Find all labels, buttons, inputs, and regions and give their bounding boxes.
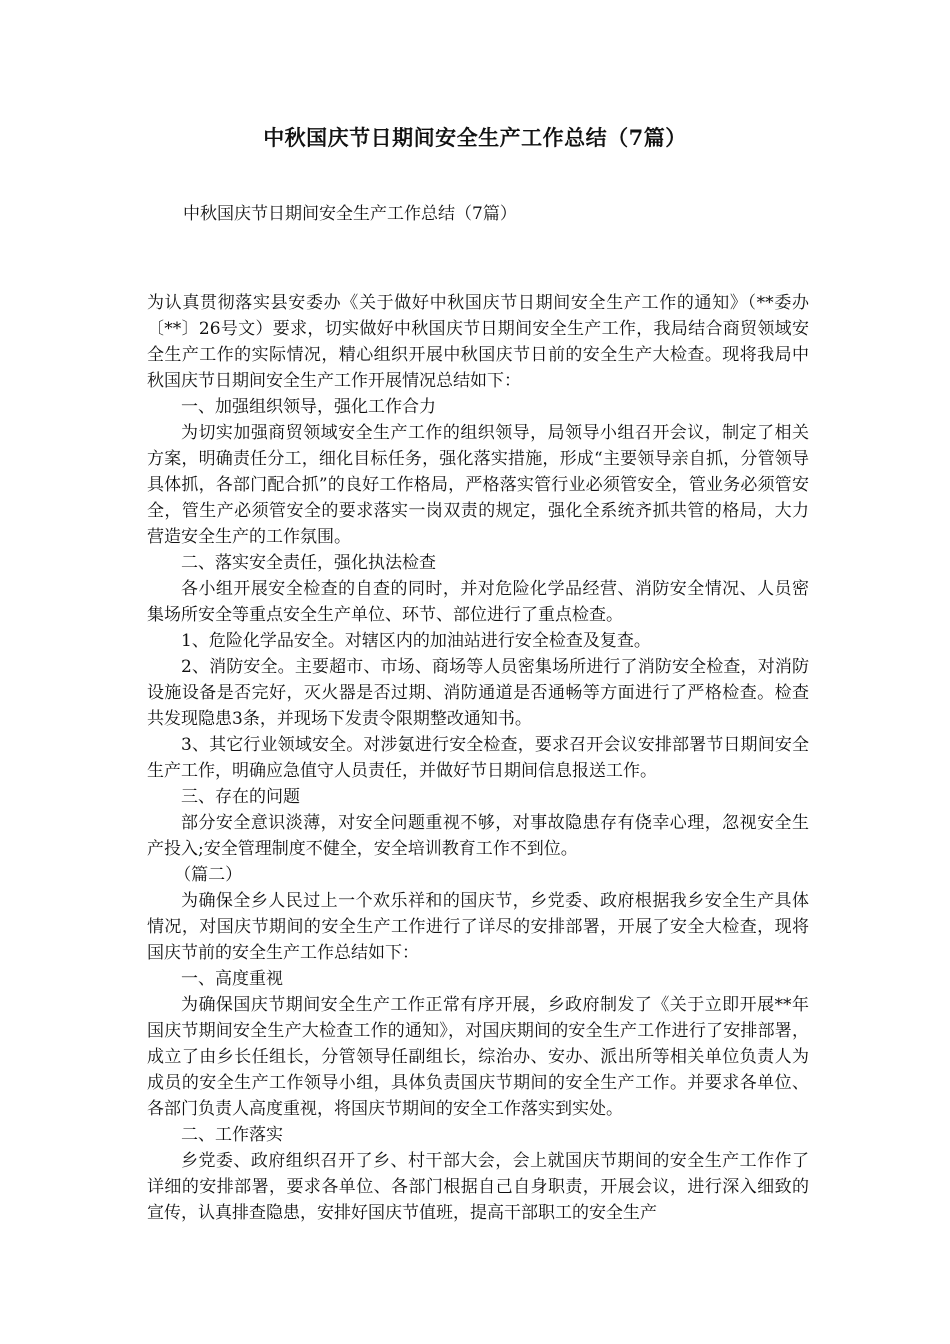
body-paragraph: 1、危险化学品安全。对辖区内的加油站进行安全检查及复查。: [181, 631, 651, 651]
body-paragraph: 2、消防安全。主要超市、市场、商场等人员密集场所进行了消防安全检查，对消防设施设备是否完好，灭火器是否过期、消防通道是否通畅等方面进行了严格检查。检查共发现隐患3条，并现场下发责令限期整改通知书。: [147, 657, 809, 729]
body-paragraph: 为切实加强商贸领域安全生产工作的组织领导，局领导小组召开会议，制定了相关方案，明确责任分工，细化目标任务，强化落实措施，形成“主要领导亲自抓，分管领导具体抓，各部门配合抓”的良好工作格局，严格落实管行业必须管安全，管业务必须管安全，管生产必须管安全的要求落实一岗双责的规定，强化全系统齐抓共管的格局，大力营造安全生产的工作氛围。: [147, 423, 809, 547]
body-paragraph: 乡党委、政府组织召开了乡、村干部大会，会上就国庆节期间的安全生产工作作了详细的安排部署，要求各单位、各部门根据自己自身职责，开展会议，进行深入细致的宣传，认真排查隐患，安排好国庆节值班，提高干部职工的安全生产: [147, 1151, 809, 1223]
section-heading: 一、高度重视: [181, 969, 283, 989]
body-paragraph: 为确保国庆节期间安全生产工作正常有序开展，乡政府制发了《关于立即开展**年国庆节期间安全生产大检查工作的通知》，对国庆期间的安全生产工作进行了安排部署，成立了由乡长任组长，分管领导任副组长，综治办、安办、派出所等相关单位负责人为成员的安全生产工作领导小组，具体负责国庆节期间的安全生产工作。并要求各单位、各部门负责人高度重视，将国庆节期间的安全工作落实到实处。: [147, 995, 809, 1119]
body-paragraph: 各小组开展安全检查的自查的同时，并对危险化学品经营、消防安全情况、人员密集场所安全等重点安全生产单位、环节、部位进行了重点检查。: [147, 579, 809, 625]
document-body: [147, 290, 809, 1226]
body-paragraph: 3、其它行业领域安全。对涉氨进行安全检查，要求召开会议安排部署节日期间安全生产工作，明确应急值守人员责任，并做好节日期间信息报送工作。: [147, 735, 809, 781]
document-title: 中秋国庆节日期间安全生产工作总结（7篇）: [263, 125, 687, 150]
section-heading: 二、落实安全责任，强化执法检查: [181, 553, 436, 573]
section-heading: 二、工作落实: [181, 1125, 283, 1145]
body-paragraph: 为确保全乡人民过上一个欢乐祥和的国庆节，乡党委、政府根据我乡安全生产具体情况，对国庆节期间的安全生产工作进行了详尽的安排部署，开展了安全大检查，现将国庆节前的安全生产工作总结如下：: [147, 891, 809, 963]
document-subtitle: 中秋国庆节日期间安全生产工作总结（7篇）: [183, 204, 517, 224]
intro-paragraph: 为认真贯彻落实县安委办《关于做好中秋国庆节日期间安全生产工作的通知》（**委办〔**〕26号文）要求，切实做好中秋国庆节日期间安全生产工作，我局结合商贸领域安全生产工作的实际情况，精心组织开展中秋国庆节日前的安全生产大检查。现将我局中秋国庆节日期间安全生产工作开展情况总结如下：: [147, 293, 809, 391]
section-heading: 一、加强组织领导，强化工作合力: [181, 397, 436, 417]
part-heading: （篇二）: [174, 865, 243, 885]
body-paragraph: 部分安全意识淡薄，对安全问题重视不够，对事故隐患存有侥幸心理，忽视安全生产投入;安全管理制度不健全，安全培训教育工作不到位。: [147, 813, 809, 859]
section-heading: 三、存在的问题: [181, 787, 300, 807]
